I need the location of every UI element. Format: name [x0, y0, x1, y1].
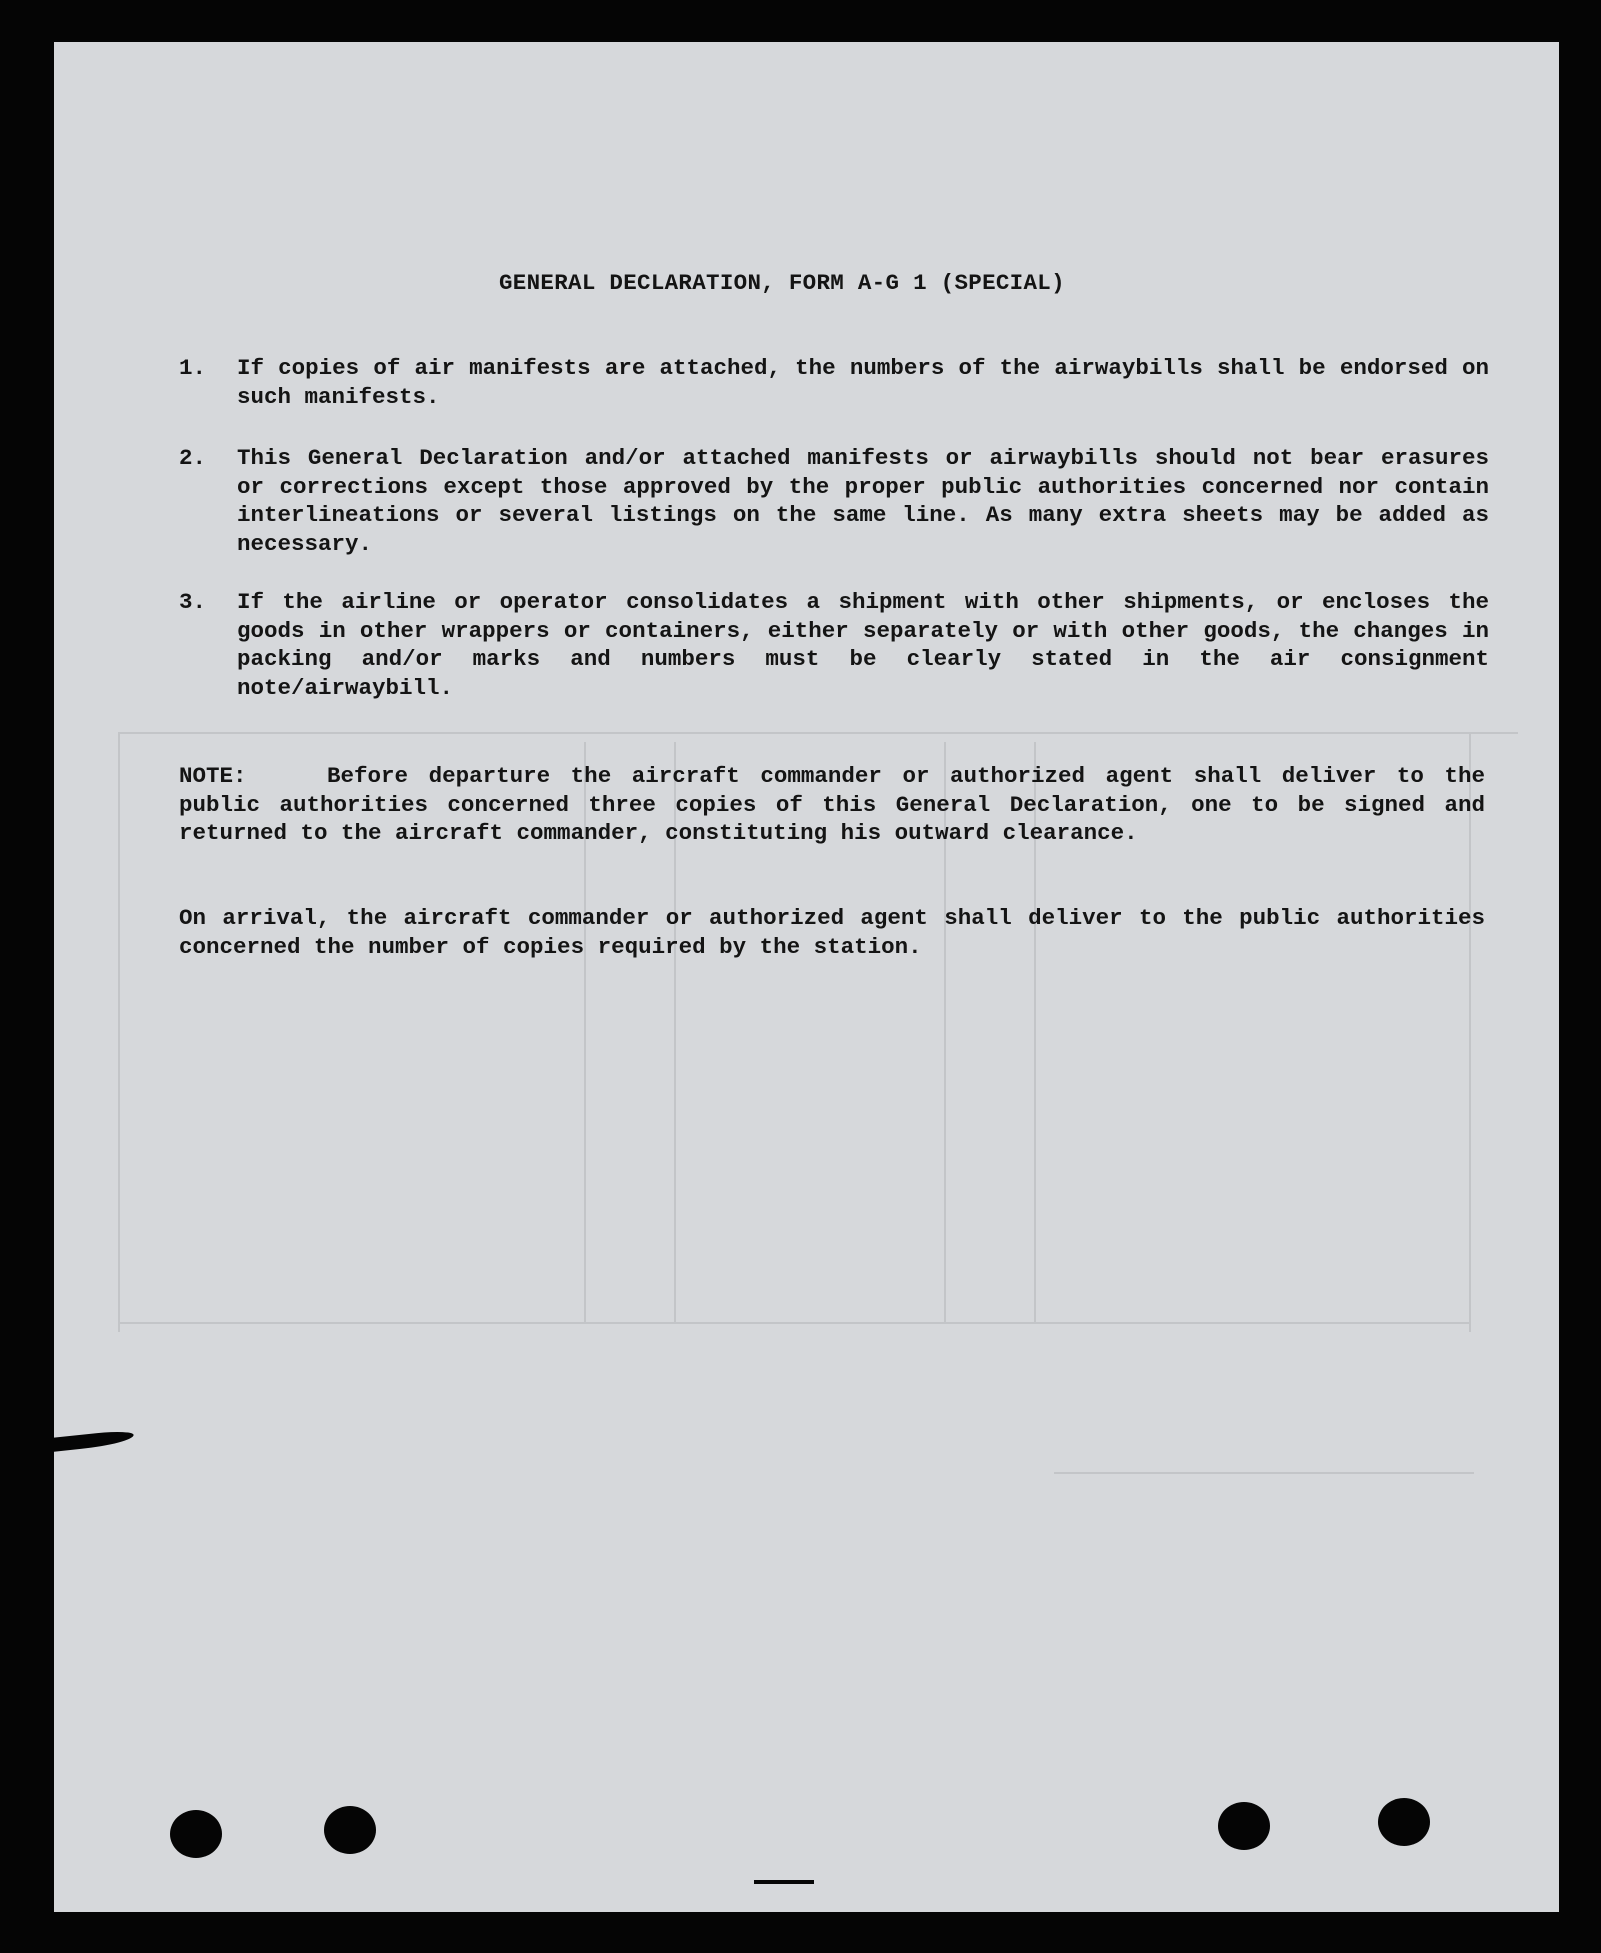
- margin-mark: [54, 1429, 134, 1452]
- document-page: [54, 42, 1559, 1912]
- list-item: [179, 444, 1489, 558]
- bleed-through-line: [1054, 1472, 1474, 1474]
- punch-hole: [324, 1806, 376, 1854]
- arrival-paragraph: On arrival, the aircraft commander or authorized agent shall deliver to the public authorities concerned the number of copies required by the station.: [179, 905, 1485, 960]
- list-item-text: This General Declaration and/or attached manifests or airwaybills should not bear erasures or corrections except those approved by the proper public authorities concerned nor contain interlineations or several listings on the same line. As many extra sheets may be added as necessary.: [237, 445, 1489, 557]
- bottom-mark: [754, 1880, 814, 1884]
- note-label: NOTE:: [179, 763, 247, 789]
- note-text: Before departure the aircraft commander or authorized agent shall deliver to the public authorities concerned three copies of this General Declaration, one to be signed and returned to the aircraft commander, constituting his outward clearance.: [179, 763, 1485, 846]
- list-item-number: 3.: [179, 589, 207, 615]
- list-item-number: 1.: [179, 355, 207, 381]
- punch-hole: [1378, 1798, 1430, 1846]
- document-title: GENERAL DECLARATION, FORM A-G 1 (SPECIAL): [499, 270, 1065, 296]
- list-item-text: If copies of air manifests are attached, the numbers of the airwaybills shall be endorsed on such manifests.: [237, 355, 1489, 410]
- list-item: [179, 354, 1489, 411]
- list-item-text: If the airline or operator consolidates a shipment with other shipments, or encloses the goods in other wrappers or containers, either separately or with other goods, the changes in packing and/or marks and numbers must be clearly stated in the air consignment note/airwaybill.: [237, 589, 1489, 701]
- punch-hole: [1218, 1802, 1270, 1850]
- bleed-through-line: [118, 1322, 1470, 1324]
- punch-hole: [170, 1810, 222, 1858]
- note-paragraph: [179, 762, 1485, 848]
- bleed-through-line: [118, 732, 1518, 734]
- list-item-number: 2.: [179, 445, 207, 471]
- list-item: [179, 588, 1489, 702]
- bleed-through-line: [118, 732, 120, 1332]
